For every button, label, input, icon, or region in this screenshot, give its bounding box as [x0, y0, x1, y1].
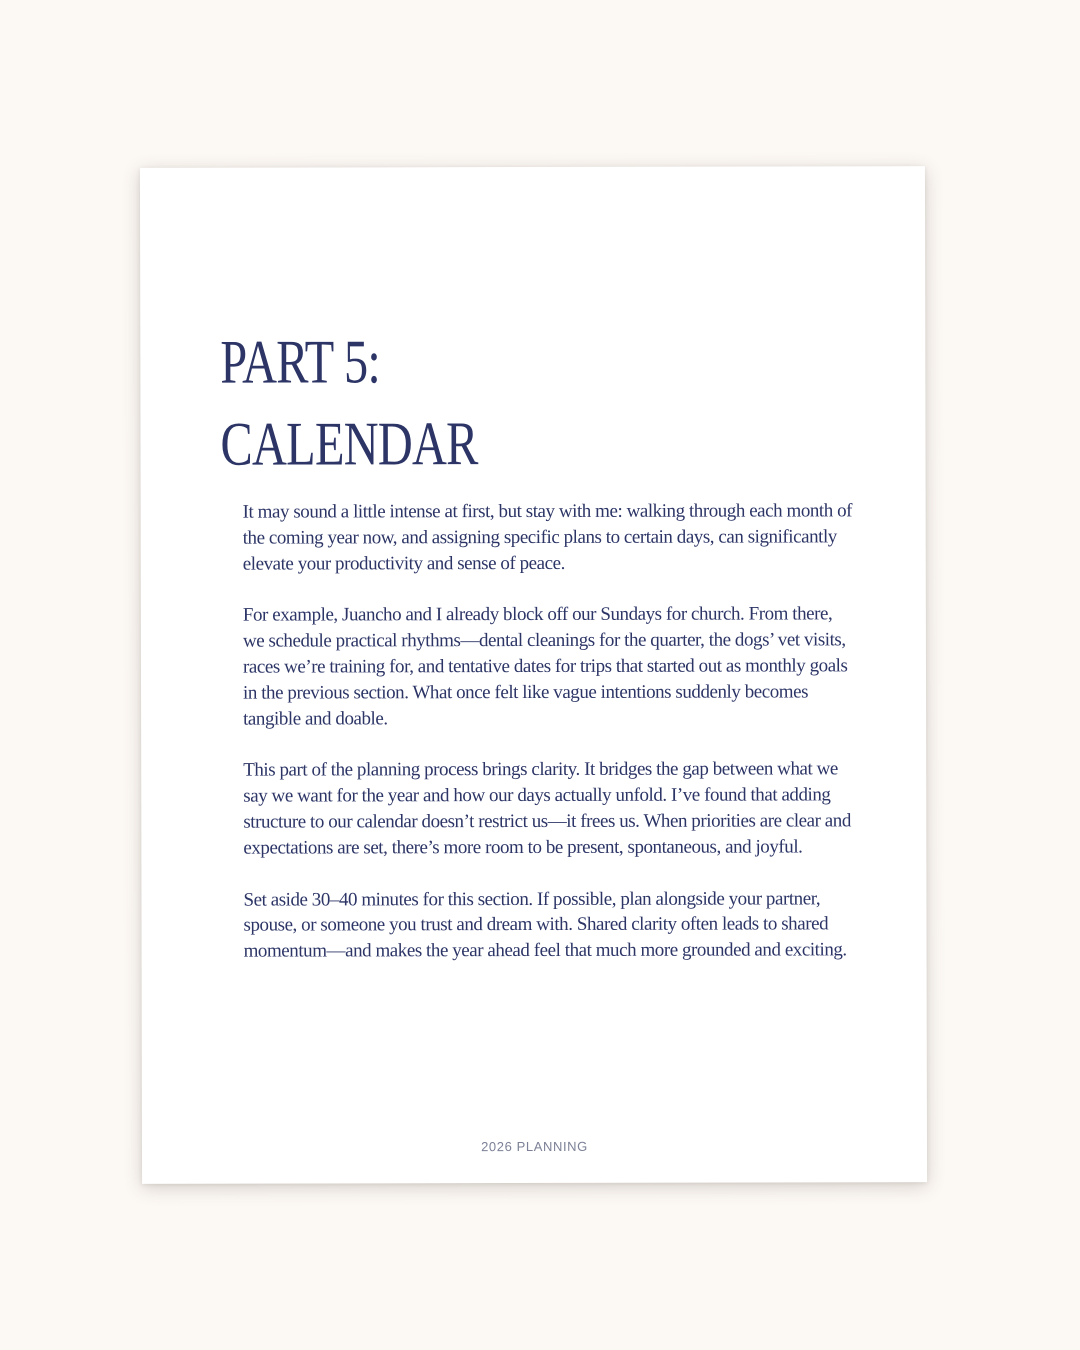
paragraph-example: For example, Juancho and I already block off our Sundays for church. From there, we schedule practical rhythms—dental cleanings for the quarter, the dogs’ vet visits, races we’re training for, and tentative dates for trips that started out as monthly goals in the previous section. What once felt like vague intentions suddenly becomes tangible and doable.: [242, 603, 848, 730]
page-footer: 2026 PLANNING: [481, 1138, 588, 1155]
heading-line-part: PART 5:: [220, 328, 381, 397]
heading-line-title: CALENDAR: [220, 410, 478, 479]
document-page: [140, 166, 927, 1184]
section-heading: [220, 321, 550, 486]
paragraph-clarity: This part of the planning process brings clarity. It bridges the gap between what we say we want for the year and how our days actually unfold. I’ve found that adding structure to our calendar doesn’t restrict us—it frees us. When priorities are clear and expectations are set, there’s more room to be present, spontaneous, and joyful.: [243, 758, 851, 859]
paragraph-intro: It may sound a little intense at first, but stay with me: walking through each month of the coming year now, and assigning specific plans to certain days, can significantly elevate your productivity and sense of peace.: [242, 500, 853, 575]
paragraph-time: Set aside 30–40 minutes for this section. If possible, plan alongside your partner, spouse, or someone you trust and dream with. Shared clarity often leads to shared momentum—and makes the year ahead feel that much more grounded and exciting.: [243, 887, 847, 962]
body-text: [243, 498, 856, 990]
